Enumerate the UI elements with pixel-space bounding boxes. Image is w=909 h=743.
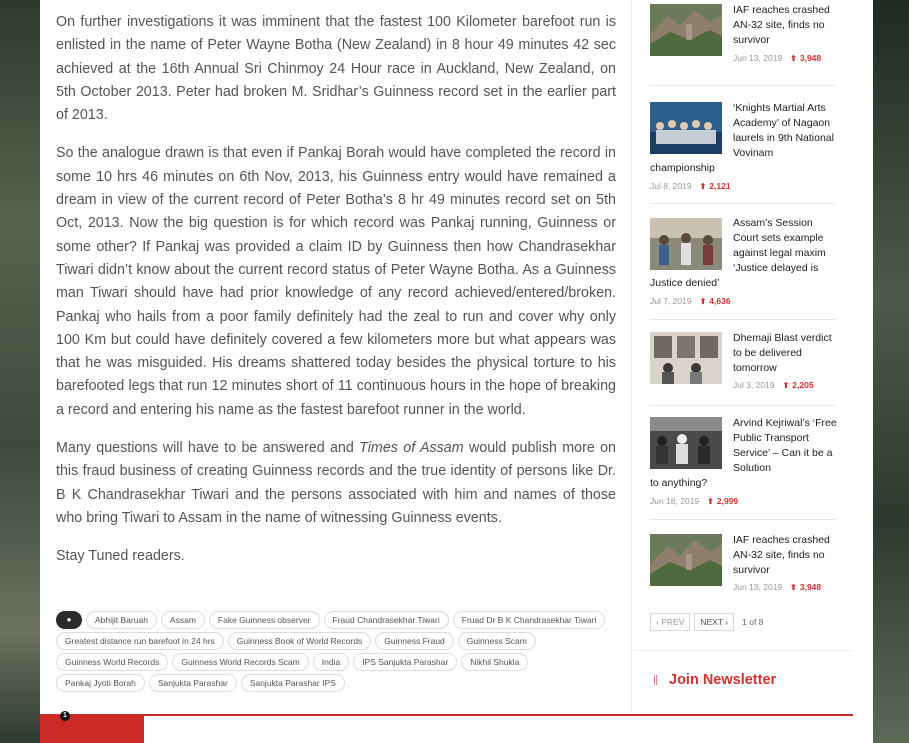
sidebar-post[interactable] xyxy=(650,214,836,320)
views-icon: ⬆ xyxy=(790,583,797,592)
tag-link[interactable]: Fraud Chandrasekhar Tiwari xyxy=(324,611,449,629)
pagination xyxy=(650,613,763,631)
post-date: Jun 13, 2019 xyxy=(733,53,783,63)
paragraph-text: would publish more on xyxy=(463,440,617,457)
views-count: 2,121 xyxy=(709,181,731,191)
views-icon: ⬆ xyxy=(790,54,797,63)
post-thumbnail[interactable] xyxy=(650,534,722,586)
sidebar-post[interactable] xyxy=(650,0,836,86)
post-thumbnail[interactable] xyxy=(650,218,722,270)
article-paragraph xyxy=(56,437,616,530)
views-count: 3,948 xyxy=(799,582,822,592)
tag-link[interactable]: Sanjukta Parashar IPS xyxy=(241,674,345,692)
post-meta xyxy=(650,496,738,506)
post-views xyxy=(790,582,821,592)
sidebar-post[interactable] xyxy=(650,330,836,406)
tag-icon: ● xyxy=(56,611,82,629)
article-body xyxy=(56,0,616,584)
post-thumbnail[interactable] xyxy=(650,332,722,384)
views-count: 2,205 xyxy=(792,380,814,390)
article-paragraph: Stay Tuned readers. xyxy=(56,548,185,565)
paragraph-text: Many questions will have to be answered and xyxy=(56,440,360,457)
chevron-left-icon: ‹ xyxy=(656,617,659,627)
post-thumbnail[interactable] xyxy=(650,4,722,56)
views-count: 4,636 xyxy=(709,296,731,306)
tag-link[interactable]: Fake Guinness observer xyxy=(209,611,320,629)
tag-link[interactable]: Guinness World Records xyxy=(56,653,168,671)
page-count: 1 of 8 xyxy=(742,617,764,627)
post-title-part[interactable]: Justice denied’ xyxy=(650,277,720,289)
post-title-part[interactable]: Arvind Kejriwal’s ‘Free Public Transport Service’ – Can it be a Solution xyxy=(733,417,837,474)
heading-accent-icon xyxy=(654,675,657,685)
post-title-part[interactable]: ‘Knights Martial Arts Academy’ of Nagaon laurels in 9th National Vovinam xyxy=(733,102,834,159)
tag-list xyxy=(56,611,621,692)
tag-link[interactable]: Fruad Dr B K Chandrasekhar Tiwari xyxy=(453,611,606,629)
post-meta xyxy=(650,296,731,306)
post-title[interactable]: Dhemaji Blast verdict to be delivered tomorrow xyxy=(733,332,832,374)
sidebar-popular-posts xyxy=(634,0,852,712)
column-divider xyxy=(631,0,632,712)
post-title-part[interactable]: championship xyxy=(650,162,715,174)
tag-link[interactable]: Guinness Scam xyxy=(458,632,536,650)
notification-badge: 1 xyxy=(60,711,70,721)
post-title-part[interactable]: Assam’s Session Court sets example against legal maxim ‘Justice delayed is xyxy=(733,217,826,274)
tag-link[interactable]: Pankaj Jyoti Borah xyxy=(56,674,145,692)
next-button[interactable] xyxy=(694,613,734,631)
paragraph-text: this fraud business of creating Guinness records and the true identity of persons like Dr. B K Chandrasekhar Tiwari and the persons associated with him and names of those who bring Tiwari to Assam in the name of witnessing Guinness events. xyxy=(56,463,616,526)
tag-link[interactable]: IPS Sanjukta Parashar xyxy=(353,653,457,671)
tag-link[interactable]: Guinness Fraud xyxy=(375,632,453,650)
post-views xyxy=(790,53,821,63)
newsletter-title: Join Newsletter xyxy=(669,672,777,688)
views-count: 2,999 xyxy=(716,496,739,506)
tag-link[interactable]: India xyxy=(313,653,349,671)
post-views xyxy=(700,296,731,306)
post-title[interactable]: IAF reaches crashed AN-32 site, finds no survivor xyxy=(733,4,830,46)
sidebar-post[interactable] xyxy=(650,416,836,520)
tag-link[interactable]: Greatest distance run barefoot in 24 hrs xyxy=(56,632,224,650)
post-views xyxy=(700,181,731,191)
publication-name: Times of Assam xyxy=(359,440,464,457)
next-label: NEXT xyxy=(700,617,723,627)
post-date: Jun 18, 2019 xyxy=(650,496,700,506)
post-meta xyxy=(650,181,731,191)
post-date: Jun 13, 2019 xyxy=(733,582,783,592)
views-icon: ⬆ xyxy=(707,497,714,506)
article-paragraph: On further investigations it was imminent that the fastest 100 Kilometer barefoot run is enlisted in the name of Peter Wayne Botha (New Zealand) in 8 hour 49 minutes 42 sec achieved at the 16th Annual Sri Chinmoy 24 Hour race in Auckland, New Zealand, on 5th October 2013. Peter had broken M. Sridhar’s Guinness record set in the earlier part of 2013. xyxy=(56,14,616,124)
views-count: 3,948 xyxy=(799,53,822,63)
article-paragraph: So the analogue drawn is that even if Pankaj Borah would have completed the record in some 10 hrs 46 minutes on 6th Nov, 2013, his Guinness entry would have remained a dream in view of the current record of Peter Botha’s 8 hr 49 minutes record set on 5th Oct, 2013. Now the big question is for which record was Pankaj running, Guinness or some other? If Pankaj was provided a claim ID by Guinness then how Chandrasekhar Tiwari didn’t know about the current record status of Peter Wayne Botha. As a Guinness man Tiwari should have had prior knowledge of any record achieved/entered/broken. Pankaj who hails from a poor family definitely had the zeal to run and cover why only 100 Km but could have definitely covered a few kilometers more but what appears was that he was misguided. His dreams shattered today besides the physical torture to his barefooted legs that run 12 minutes short of 11 continuous hours in the hope of breaking a record and entering his name as the fastest barefoot runner in the world. xyxy=(56,145,616,418)
views-icon: ⬆ xyxy=(699,182,707,191)
newsletter-heading xyxy=(654,672,776,688)
sidebar-post[interactable] xyxy=(650,531,836,601)
post-views xyxy=(707,496,738,506)
post-meta xyxy=(733,53,821,63)
views-icon: ⬆ xyxy=(699,297,707,306)
post-views xyxy=(783,380,814,390)
post-date: Jul 8, 2019 xyxy=(650,181,692,191)
post-meta xyxy=(733,582,821,592)
post-date: Jul 7, 2019 xyxy=(650,296,692,306)
tag-link[interactable]: Abhijit Baruah xyxy=(86,611,157,629)
background-left xyxy=(0,0,40,743)
post-title[interactable]: IAF reaches crashed AN-32 site, finds no survivor xyxy=(733,534,830,576)
prev-button[interactable] xyxy=(650,613,690,631)
sidebar-divider xyxy=(634,650,852,651)
footer-tab[interactable] xyxy=(40,716,144,743)
tag-link[interactable]: Assam xyxy=(161,611,205,629)
tag-link[interactable]: Guinness World Records Scam xyxy=(172,653,308,671)
post-title-part[interactable]: to anything? xyxy=(650,477,708,489)
sidebar-post[interactable] xyxy=(650,98,836,204)
tag-link[interactable]: Guinness Book of World Records xyxy=(228,632,372,650)
chevron-right-icon: › xyxy=(725,617,729,627)
tag-link[interactable]: Nikhil Shukla xyxy=(461,653,528,671)
post-thumbnail[interactable] xyxy=(650,102,722,154)
footer-accent-line xyxy=(40,714,853,716)
post-thumbnail[interactable] xyxy=(650,417,722,469)
page xyxy=(40,0,873,743)
views-icon: ⬆ xyxy=(782,381,790,390)
tag-link[interactable]: Sanjukta Parashar xyxy=(149,674,237,692)
background-right xyxy=(873,0,909,743)
post-meta xyxy=(733,380,814,390)
post-date: Jul 3, 2019 xyxy=(733,380,775,390)
prev-label: PREV xyxy=(661,617,685,627)
